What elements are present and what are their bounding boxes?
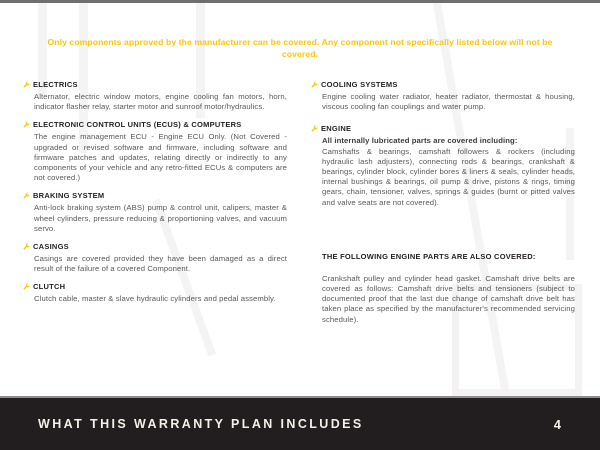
wrench-icon (311, 81, 318, 89)
footer-bar (0, 398, 600, 450)
section-heading-row (23, 80, 287, 90)
section-clutch (23, 282, 287, 304)
section-heading-row (311, 80, 575, 90)
section-heading: CLUTCH (33, 282, 66, 292)
engine-lead-line: All internally lubricated parts are covered including: (322, 136, 518, 146)
wrench-icon (311, 125, 318, 133)
footer-title: WHAT THIS WARRANTY PLAN INCLUDES (38, 417, 364, 431)
section-heading-row (23, 242, 287, 252)
section-body: Casings are covered provided they have been damaged as a direct result of the failure of a covered Component. (34, 254, 287, 274)
wrench-icon (23, 121, 30, 129)
section-body: The engine management ECU - Engine ECU Only. (Not Covered - upgraded or revised software and firmware, including software and firmware patches and updates, relating directly or indirectly to any components of your vehicle and any retro-fitted ECUs & computers are not covered.) (34, 132, 287, 183)
section-body: Alternator, electric window motors, engine cooling fan motors, horn, indicator flasher relay, starter motor and sunroof motor/hydraulics. (34, 92, 287, 112)
section-casings (23, 242, 287, 274)
section-heading-row (311, 124, 575, 134)
section-body: Anti-lock braking system (ABS) pump & control unit, calipers, master & wheel cylinders, pressure reducing & proportioning valves, and vacuum servo. (34, 203, 287, 233)
right-column (311, 80, 575, 325)
wrench-icon (23, 243, 30, 251)
wrench-icon (23, 192, 30, 200)
section-heading: CASINGS (33, 242, 69, 252)
section-ecus-computers (23, 120, 287, 183)
top-border-bar (0, 0, 600, 3)
section-body: Engine cooling water radiator, heater radiator, thermostat & housing, viscous cooling fan couplings and water pump. (322, 92, 575, 112)
page-number: 4 (553, 416, 562, 432)
section-heading-row (23, 120, 287, 130)
section-cooling-systems (311, 80, 575, 112)
also-covered-body: Crankshaft pulley and cylinder head gasket. Camshaft drive belts are covered as follows: Camshaft drive belts and tensioners (subject to documented proof that the last due change of camshaft drive belt has taken place as specified by the manufacturer's recommended servicing schedule). (322, 273, 575, 324)
section-engine (311, 124, 575, 207)
section-body: Clutch cable, master & slave hydraulic cylinders and pedal assembly. (34, 294, 276, 304)
wrench-icon (23, 81, 30, 89)
coverage-notice: Only components approved by the manufacturer can be covered. Any component not specifically listed below will not be covered. (47, 37, 553, 59)
section-electrics (23, 80, 287, 112)
section-heading: ENGINE (321, 124, 352, 134)
section-body (322, 136, 575, 207)
wrench-icon (23, 283, 30, 291)
section-heading: COOLING SYSTEMS (321, 80, 398, 89)
section-heading: ELECTRONIC CONTROL UNITS (ECUS) & COMPUTERS (33, 120, 242, 130)
section-heading: BRAKING SYSTEM (33, 191, 105, 201)
also-covered-heading: THE FOLLOWING ENGINE PARTS ARE ALSO COVERED: (322, 251, 536, 261)
engine-body-text: Camshafts & bearings, camshaft followers & rockers (including hydraulic lash adjusters), connecting rods & bearings, crankshaft & bearings, cylinder block, cylinder bores & liners & seals, cylinder heads, internal bushings & bearings, oil pump & drive, pistons & rings, timing gears, chain, tensioner, valves, springs & guides (burnt or pitted valves and valve seats are not covered). (322, 146, 575, 207)
left-column (23, 80, 287, 313)
section-heading-row (23, 191, 287, 201)
section-heading-row (23, 282, 287, 292)
section-braking-system (23, 191, 287, 234)
section-heading: ELECTRICS (33, 80, 78, 89)
